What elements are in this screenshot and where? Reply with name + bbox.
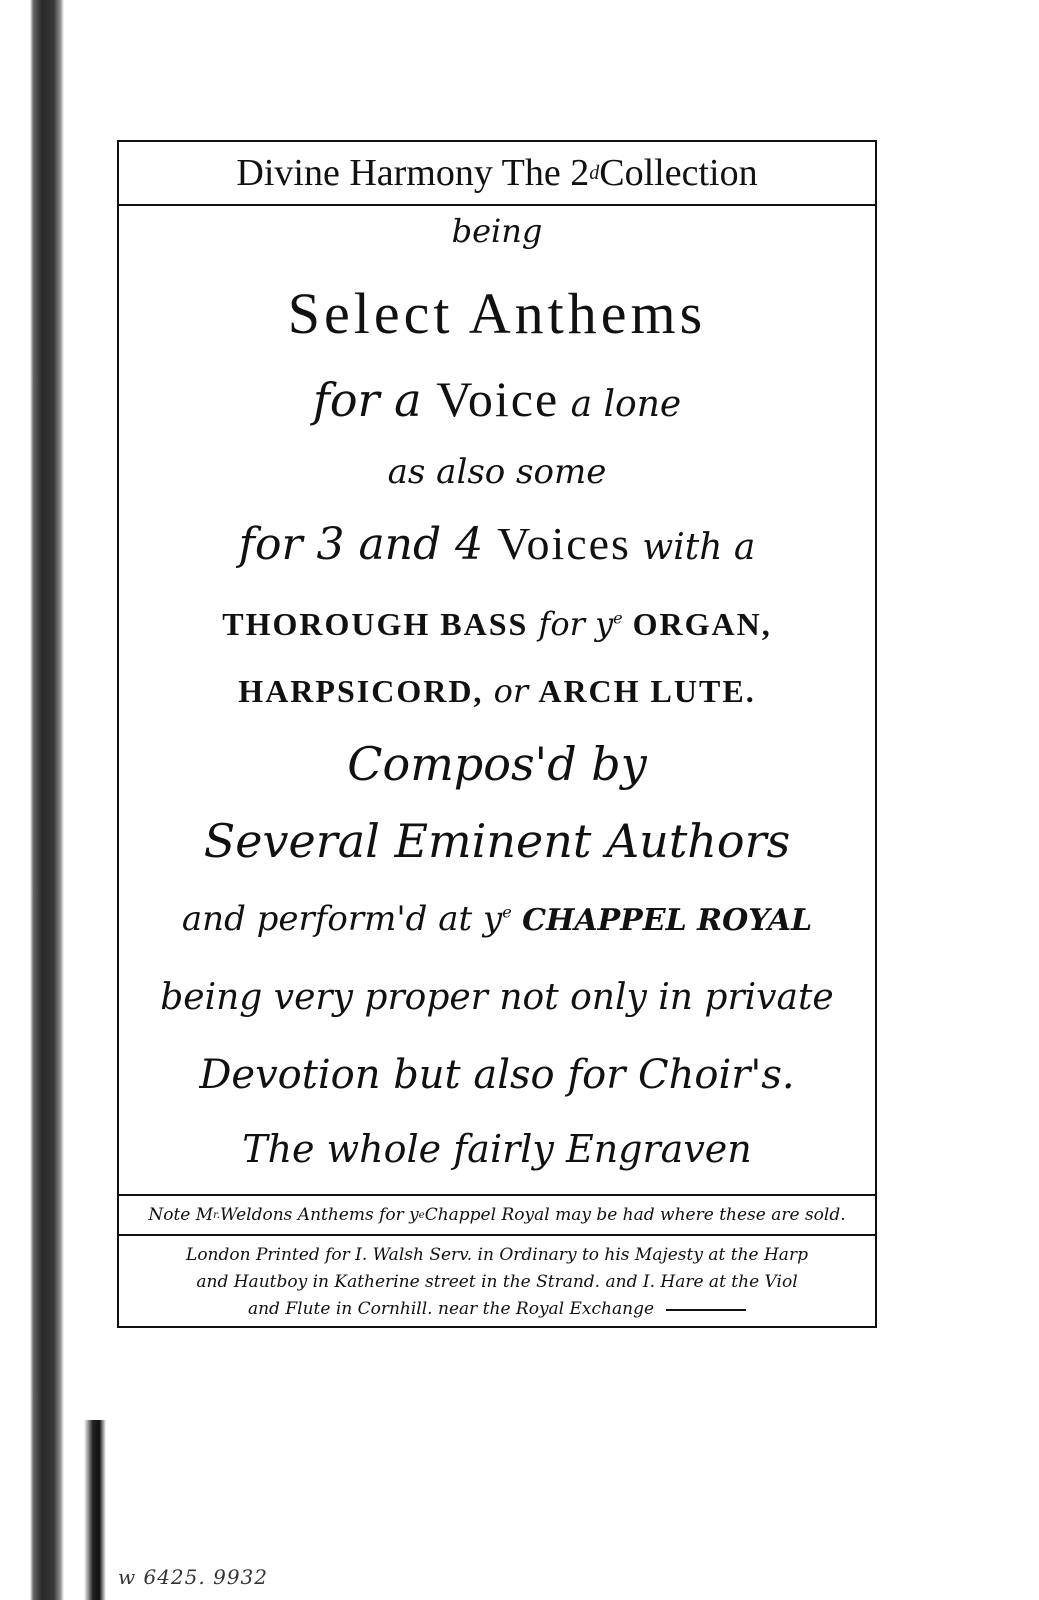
binding-edge <box>30 0 64 1600</box>
library-shelfmark: w 6425. 9932 <box>118 1565 268 1589</box>
line-chappel-royal <box>119 899 875 939</box>
imprint-line-2: and Hautboy in Katherine street in the Strand. and I. Hare at the Viol <box>196 1272 798 1292</box>
note-text-mid: Weldons Anthems for y <box>220 1205 419 1225</box>
line-harpsicord <box>119 672 875 710</box>
thorough-bass-text: THOROUGH BASS <box>222 606 529 642</box>
for-ye-text: for y <box>528 605 614 643</box>
arch-lute-text: ARCH LUTE. <box>538 673 756 709</box>
a-lone-text: a lone <box>559 384 682 425</box>
line-several-eminent-authors: Several Eminent Authors <box>203 814 791 868</box>
imprint-line-1: London Printed for I. Walsh Serv. in Ordinary to his Majesty at the Harp <box>186 1245 808 1265</box>
imprint-trailing-rule <box>666 1309 746 1311</box>
for-a-text: for a <box>312 373 437 427</box>
at-ye-sup: e <box>502 902 512 922</box>
line-as-also-some: as also some <box>387 452 607 492</box>
note-text-start: Note M <box>148 1205 214 1225</box>
title-ordinal-sup: d <box>589 161 600 184</box>
line-whole-fairly-engraven: The whole fairly Engraven <box>242 1127 752 1171</box>
note-sup: r. <box>213 1209 221 1221</box>
note-text-end: Chappel Royal may be had where these are sold. <box>424 1205 846 1225</box>
line-composd-by: Compos'd by <box>347 737 647 791</box>
voice-text: Voice <box>436 371 560 427</box>
title-text: Divine Harmony The 2 <box>236 152 590 194</box>
line-for-a-voice <box>119 370 875 428</box>
ye-sup: e <box>613 608 623 628</box>
imprint-line-3-row <box>119 1296 875 1323</box>
line-being: being <box>451 212 543 250</box>
and-performd-text: and perform'd at y <box>181 899 503 939</box>
title-text-end: Collection <box>599 152 758 194</box>
chappel-royal-text: CHAPPEL ROYAL <box>511 903 813 938</box>
line-for-3-and-4-voices <box>119 517 875 570</box>
note-sup-2: e <box>418 1209 425 1221</box>
with-a-text: with a <box>630 527 756 568</box>
binding-edge-lower <box>84 1420 106 1600</box>
line-devotion: Devotion but also for Choir's. <box>199 1052 795 1098</box>
collection-title <box>119 142 875 206</box>
harpsicord-text: HARPSICORD, <box>238 673 484 709</box>
imprint-line-3: and Flute in Cornhill. near the Royal Exchange <box>247 1299 655 1319</box>
weldon-note <box>119 1194 875 1236</box>
or-text: or <box>483 672 539 710</box>
organ-text: ORGAN, <box>622 606 772 642</box>
line-select-anthems: Select Anthems <box>287 281 707 346</box>
line-thorough-bass <box>119 605 875 643</box>
voices-text: Voices <box>497 518 631 569</box>
imprint <box>119 1242 875 1323</box>
for-3-and-4-text: for 3 and 4 <box>238 519 498 570</box>
title-page-frame <box>117 140 877 1328</box>
line-being-very-proper: being very proper not only in private <box>160 977 834 1018</box>
